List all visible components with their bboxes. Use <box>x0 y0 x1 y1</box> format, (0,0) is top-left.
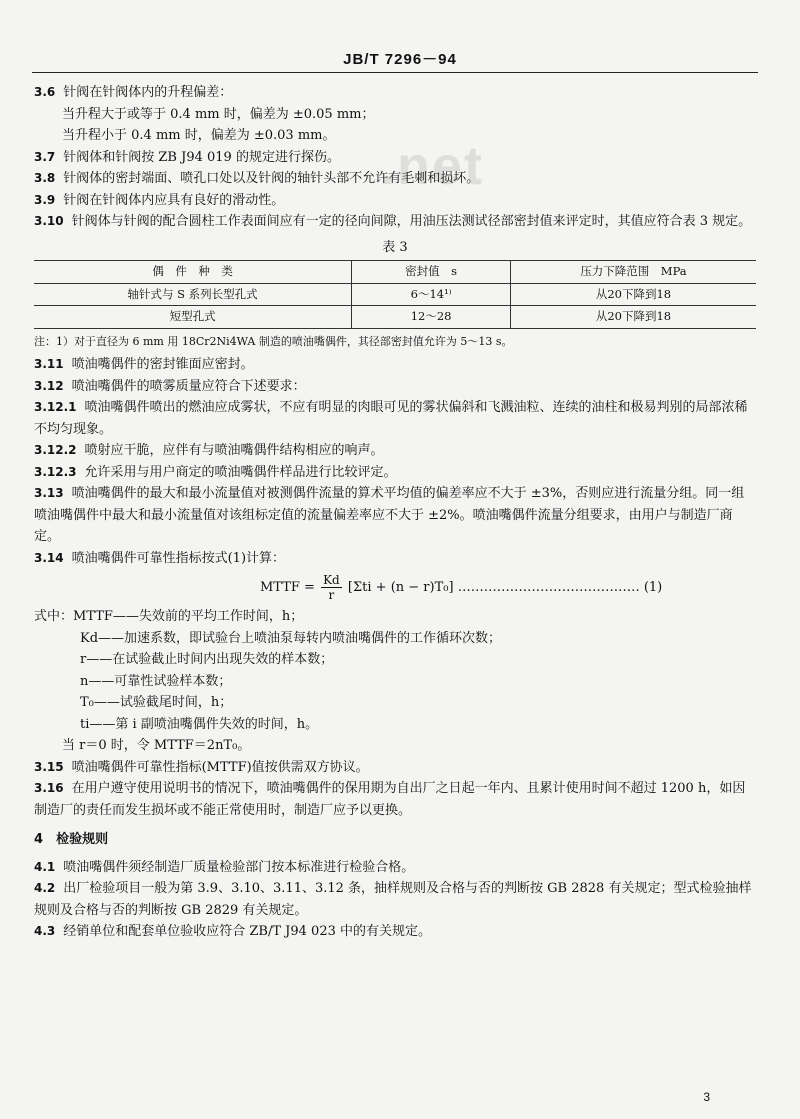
clause-3-9 <box>34 190 756 212</box>
clause-4-1 <box>34 857 756 879</box>
table-3 <box>34 260 756 329</box>
clause-text: 喷油嘴偶件的密封锥面应密封。 <box>71 357 254 372</box>
clause-number: 3.16 <box>34 781 64 795</box>
header-rule <box>32 72 758 73</box>
formula-tag: (1) <box>643 580 663 595</box>
clause-number: 4.1 <box>34 859 56 874</box>
clause-text: 经销单位和配套单位验收应符合 ZB/T J94 023 中的有关规定。 <box>63 924 431 939</box>
clause-3-16 <box>34 778 756 821</box>
clause-3-12 <box>34 376 756 398</box>
clause-3-14 <box>34 548 756 570</box>
clause-3-12-2 <box>34 440 756 462</box>
clause-number: 3.14 <box>34 550 64 565</box>
table-header-cell: 偶 件 种 类 <box>34 261 352 284</box>
formula-lhs: MTTF = <box>260 580 315 595</box>
clause-text: 出厂检验项目一般为第 3.9、3.10、3.11、3.12 条，抽样规则及合格与否的判断按 GB 2828 有关规定；型式检验抽样规则及合格与否的判断按 GB 2829 有关规定。 <box>34 881 752 918</box>
page-number: 3 <box>703 1090 710 1104</box>
section-number: 4 <box>34 832 44 847</box>
section-4-heading <box>34 829 756 851</box>
formula-body: [Σti + (n − r)T₀] <box>347 580 454 595</box>
clause-text: 喷油嘴偶件可靠性指标按式(1)计算： <box>71 550 286 566</box>
clause-3-6-line2: 当升程小于 0.4 mm 时，偏差为 ±0.03 mm。 <box>62 128 336 143</box>
table-cell: 12～28 <box>352 306 511 329</box>
formula-dots: …………………………………… <box>457 580 640 595</box>
clause-number: 3.7 <box>34 149 56 164</box>
legend-item: r——在试验截止时间内出现失效的样本数； <box>80 652 334 667</box>
table-3-caption: 表 3 <box>382 239 408 255</box>
mttf-formula <box>34 573 756 602</box>
table-cell: 从20下降到18 <box>511 283 757 306</box>
table-3-note: 注：1）对于直径为 6 mm 用 18Cr2Ni4WA 制造的喷油嘴偶件，其径部密封值允许为 5～13 s。 <box>34 334 513 348</box>
clause-number: 3.9 <box>34 192 56 207</box>
legend-item: MTTF——失效前的平均工作时间，h； <box>73 609 304 624</box>
table-cell: 轴针式与 S 系列长型孔式 <box>34 283 352 306</box>
clause-text: 喷油嘴偶件的喷雾质量应符合下述要求： <box>71 378 306 394</box>
clause-text: 针阀体与针阀的配合圆柱工作表面间应有一定的径向间隙，用油压法测试径部密封值来评定时，其值应符合表 3 规定。 <box>71 214 752 229</box>
clause-3-7 <box>34 147 756 169</box>
watermark: .net <box>380 136 485 196</box>
clause-number: 3.8 <box>34 171 56 185</box>
clause-text: 针阀体和针阀按 ZB J94 019 的规定进行探伤。 <box>63 149 340 165</box>
formula-fraction <box>321 573 342 602</box>
clause-3-13 <box>34 483 756 548</box>
clause-text: 喷油嘴偶件的最大和最小流量值对被测偶件流量的算术平均值的偏差率应不大于 ±3%，否则应进行流量分组。同一组喷油嘴偶件中最大和最小流量值对该组标定值的流量偏差率应不大于 ±2%。喷油嘴偶件流量分组要求，由用户与制造厂商定。 <box>34 486 745 544</box>
clause-text: 针阀在针阀体内的升程偏差： <box>63 85 233 100</box>
legend-line <box>34 606 756 628</box>
table-row <box>34 306 756 329</box>
clause-3-15 <box>34 757 756 779</box>
legend-item: ti——第 i 副喷油嘴偶件失效的时间，h。 <box>80 716 319 732</box>
legend-intro: 式中： <box>34 609 74 624</box>
clause-3-6 <box>34 82 756 104</box>
body-text <box>34 82 756 943</box>
clause-text: 喷油嘴偶件喷出的燃油应成雾状，不应有明显的肉眼可见的雾状偏斜和飞溅油粒、连续的油柱和极易判别的局部浓稀不均匀现象。 <box>34 400 748 437</box>
clause-text: 允许采用与用户商定的喷油嘴偶件样品进行比较评定。 <box>84 464 397 480</box>
clause-3-10 <box>34 211 756 233</box>
clause-text: 在用户遵守使用说明书的情况下，喷油嘴偶件的保用期为自出厂之日起一年内、且累计使用时间不超过 1200 h，如因制造厂的责任而发生损坏或不能正常使用时，制造厂应予以更换。 <box>34 781 746 818</box>
clause-number: 3.12.3 <box>34 464 77 479</box>
clause-number: 3.15 <box>34 759 64 774</box>
formula-numerator: Kd <box>323 573 340 587</box>
clause-text: 喷油嘴偶件可靠性指标(MTTF)值按供需双方协议。 <box>71 759 369 775</box>
formula-denominator: r <box>328 588 335 602</box>
clause-number: 3.10 <box>34 214 64 228</box>
clause-3-6-line1: 当升程大于或等于 0.4 mm 时，偏差为 ±0.05 mm； <box>62 106 375 122</box>
clause-text: 针阀在针阀体内应具有良好的滑动性。 <box>63 192 285 208</box>
table-header-row <box>34 261 756 284</box>
table-cell: 短型孔式 <box>34 306 352 329</box>
legend-item: Kd——加速系数，即试验台上喷油泵每转内喷油嘴偶件的工作循环次数； <box>80 630 502 646</box>
clause-text: 喷油嘴偶件须经制造厂质量检验部门按本标准进行检验合格。 <box>63 859 415 875</box>
clause-number: 3.12.1 <box>34 400 77 414</box>
clause-3-8 <box>34 168 756 190</box>
legend-item: n——可靠性试验样本数； <box>80 673 232 689</box>
clause-3-12-3 <box>34 462 756 484</box>
table-header-cell: 压力下降范围 MPa <box>511 261 757 284</box>
legend-closing: 当 r＝0 时，令 MTTF＝2nT₀。 <box>62 738 251 753</box>
clause-number: 4.2 <box>34 881 56 895</box>
section-title: 检验规则 <box>56 832 109 847</box>
clause-4-3 <box>34 921 756 943</box>
clause-4-2 <box>34 878 756 921</box>
clause-text: 针阀体的密封端面、喷孔口处以及针阀的轴针头部不允许有毛刺和损坏。 <box>63 171 480 186</box>
table-cell: 6～14¹⁾ <box>352 283 511 306</box>
table-cell: 从20下降到18 <box>511 306 757 329</box>
clause-number: 3.11 <box>34 357 64 371</box>
clause-text: 喷射应干脆，应伴有与喷油嘴偶件结构相应的响声。 <box>84 443 384 458</box>
clause-number: 3.12 <box>34 378 64 393</box>
clause-number: 3.12.2 <box>34 443 77 457</box>
clause-3-12-1 <box>34 397 756 440</box>
clause-3-11 <box>34 354 756 376</box>
standard-header: JB/T 7296－94 <box>343 51 457 68</box>
table-row <box>34 283 756 306</box>
clause-number: 3.13 <box>34 486 64 500</box>
clause-number: 3.6 <box>34 85 56 99</box>
clause-number: 4.3 <box>34 924 56 938</box>
table-header-cell: 密封值 s <box>352 261 511 284</box>
legend-item: T₀——试验截尾时间，h； <box>80 695 233 710</box>
